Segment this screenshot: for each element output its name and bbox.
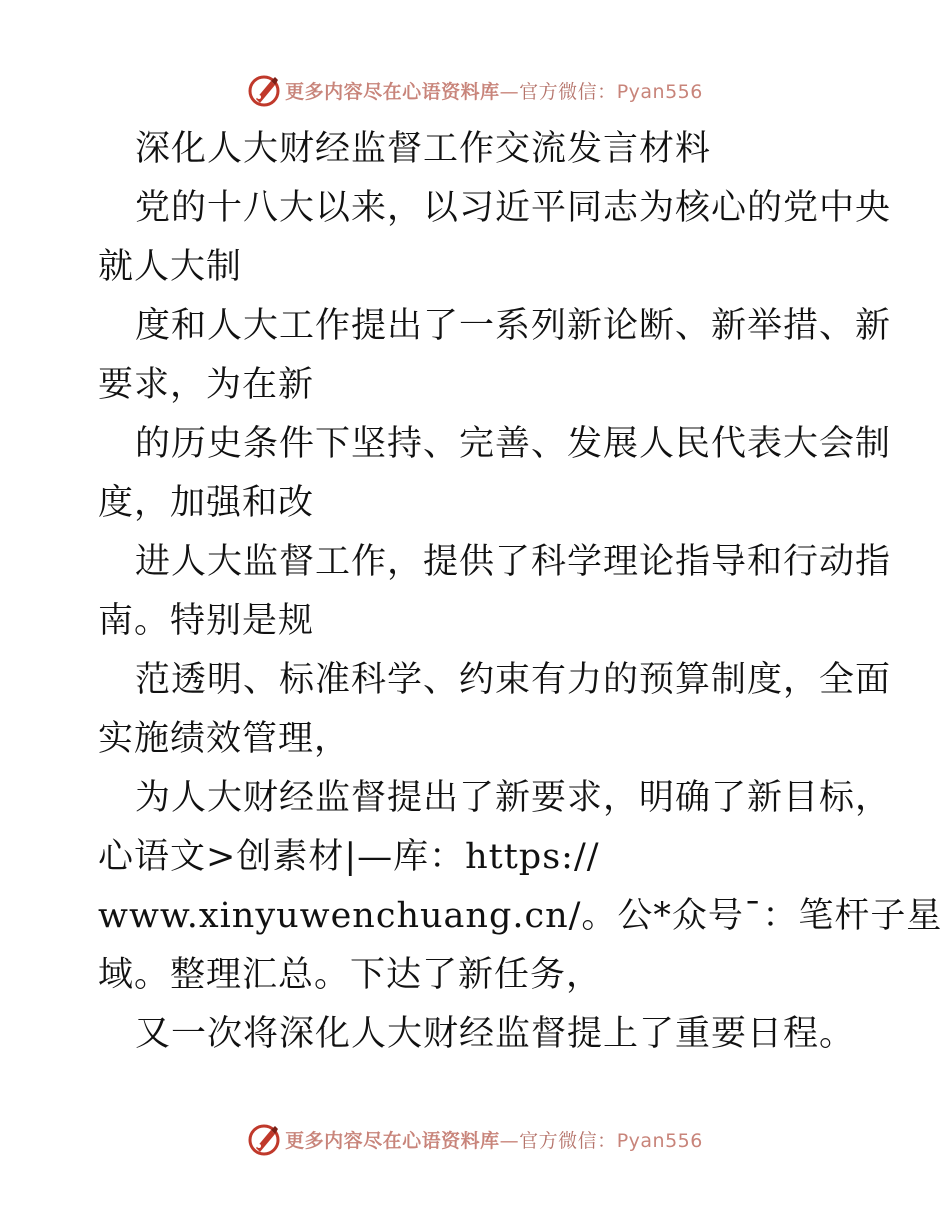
header-banner-wechat-id: Pyan556: [616, 80, 703, 103]
header-banner: [0, 68, 950, 112]
footer-banner-wechat-label: 官方微信：: [519, 1129, 617, 1152]
header-banner-separator: —: [499, 80, 520, 103]
text-line: 要求，为在新: [98, 365, 315, 405]
footer-banner-main: 更多内容尽在心语资料库: [285, 1129, 500, 1152]
text-line: 南。特别是规: [98, 601, 315, 641]
header-banner-text: [285, 77, 703, 104]
document-body: [98, 120, 943, 1064]
document-title: 深化人大财经监督工作交流发言材料: [135, 129, 712, 169]
text-line: 的历史条件下坚持、完善、发展人民代表大会制: [135, 424, 892, 464]
footer-banner-separator: —: [499, 1129, 520, 1152]
text-line: 度，加强和改: [98, 483, 315, 523]
text-line: 心语文>创素材|—库：https://: [98, 837, 600, 877]
pen-logo-icon: [247, 73, 281, 107]
text-line: 为人大财经监督提出了新要求，明确了新目标，: [135, 778, 892, 818]
text-line: 实施绩效管理，: [98, 719, 351, 759]
footer-banner-text: [285, 1126, 703, 1153]
header-banner-wechat-label: 官方微信：: [519, 80, 617, 103]
text-line: 域。整理汇总。下达了新任务，: [98, 955, 603, 995]
text-line: www.xinyuwenchuang.cn/。公*众号¯：笔杆子星: [98, 896, 943, 936]
footer-banner-wechat-id: Pyan556: [616, 1129, 703, 1152]
text-line: 进人大监督工作，提供了科学理论指导和行动指: [135, 542, 892, 582]
pen-logo-icon: [247, 1122, 281, 1156]
text-line: 党的十八大以来，以习近平同志为核心的党中央: [135, 188, 892, 228]
text-line: 范透明、标准科学、约束有力的预算制度，全面: [135, 660, 892, 700]
header-banner-main: 更多内容尽在心语资料库: [285, 80, 500, 103]
text-line: 又一次将深化人大财经监督提上了重要日程。: [135, 1014, 856, 1054]
text-line: 就人大制: [98, 247, 243, 287]
footer-banner: [0, 1117, 950, 1161]
text-line: 度和人大工作提出了一系列新论断、新举措、新: [135, 306, 892, 346]
